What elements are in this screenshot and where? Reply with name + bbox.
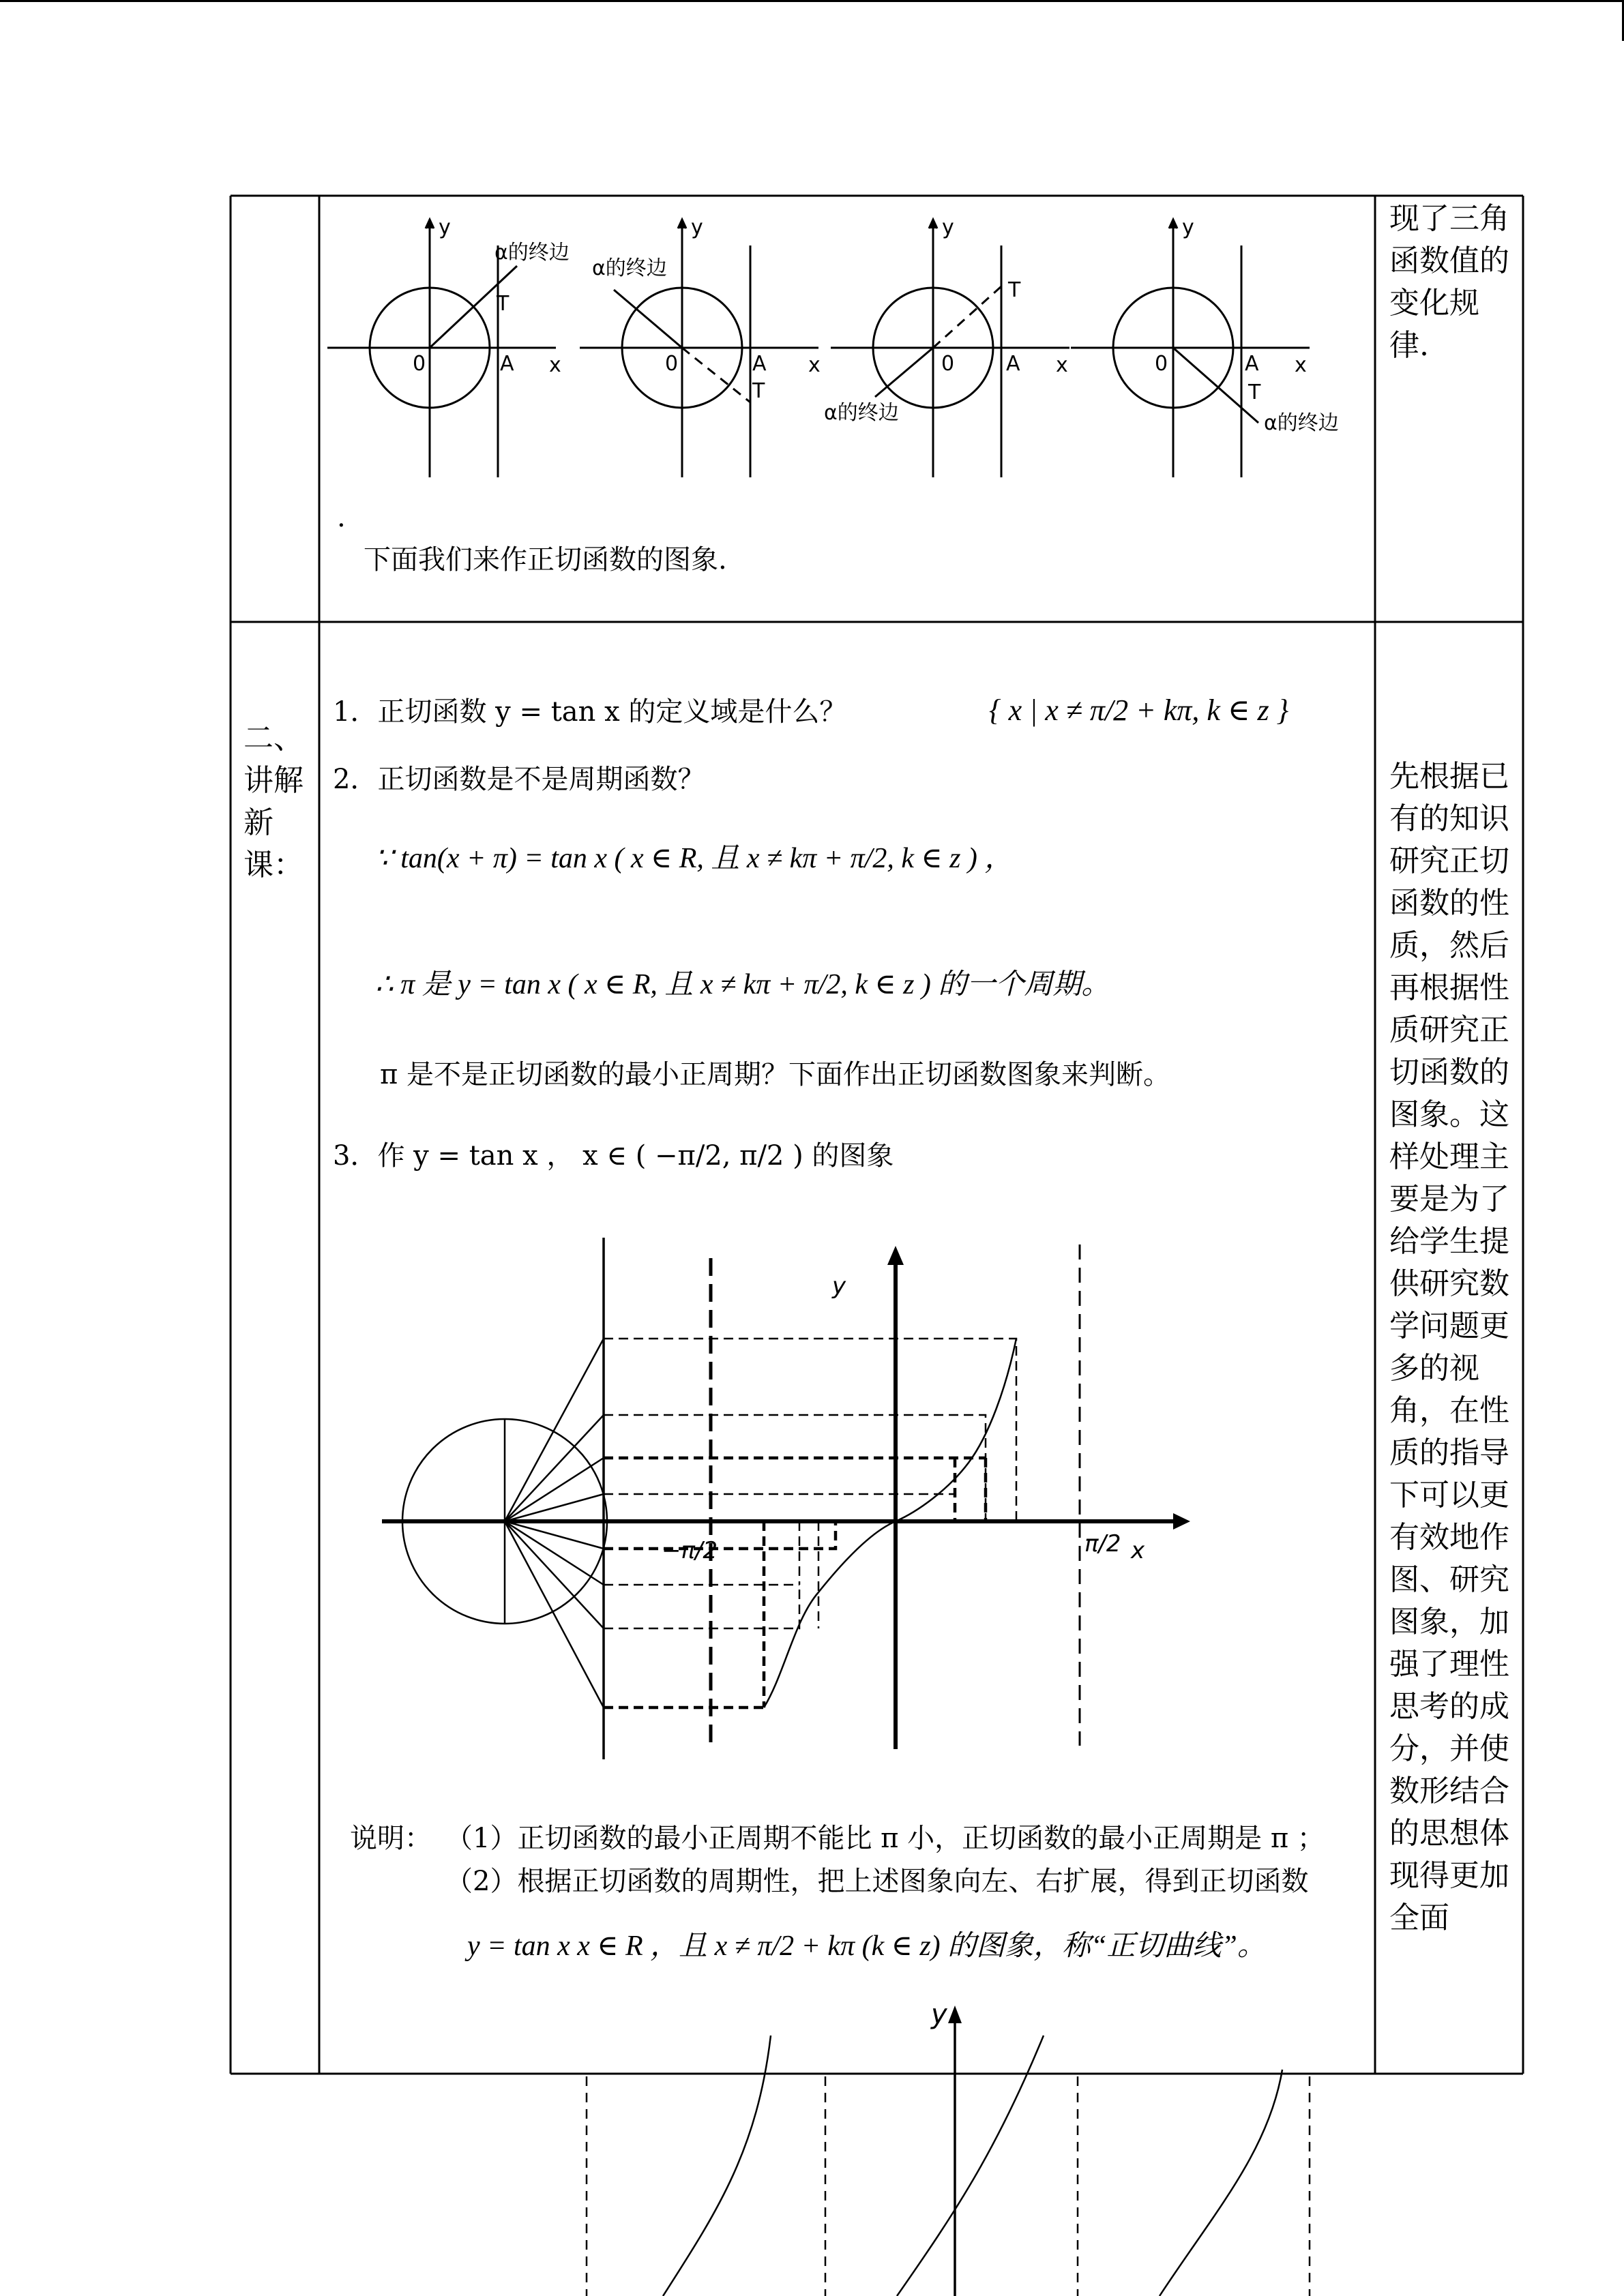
- d2-terminal-label: α的终边: [592, 256, 667, 280]
- tangent-curve-bottom-graph: [559, 1995, 1323, 2296]
- d2-y-label: y: [691, 215, 703, 239]
- d4-T-label: T: [1248, 381, 1261, 404]
- y-axis-arrow: [887, 1246, 904, 1265]
- unit-circle-diagrams: [327, 215, 1378, 481]
- neg-half-pi-label: −π/2: [662, 1537, 718, 1564]
- x-axis-arrow: [1173, 1513, 1190, 1530]
- d1-x-label: x: [549, 353, 561, 377]
- d2-x-label: x: [808, 353, 821, 377]
- d1-terminal-label: α的终边: [494, 241, 570, 265]
- d3-x-label: x: [1056, 353, 1068, 377]
- dot: .: [337, 502, 346, 533]
- explain-label: 说明：: [350, 1823, 432, 1854]
- graph-x-label: x: [1131, 1537, 1145, 1564]
- d4-y-label: y: [1182, 215, 1194, 239]
- section-label: 二、讲解新课：: [243, 721, 304, 882]
- d1-origin-label: 0: [413, 352, 426, 376]
- note-row2: 先根据已有的知识研究正切函数的性质，然后再根据性质研究正切函数的图象。这样处理主要是为了给学生提供研究数学问题更多的视角，在性质的指导下可以更有效地作图、研究图象，加强了理性思考的成分，并使数形结合的思想体现得更加全面: [1389, 759, 1509, 1935]
- bottom-y-label: y: [931, 1999, 947, 2030]
- d3-origin-label: 0: [941, 352, 955, 376]
- d2-T-label: T: [752, 379, 765, 403]
- d4-x-label: x: [1295, 353, 1307, 377]
- diagram-4: [1071, 220, 1310, 477]
- graph-y-label: y: [832, 1272, 846, 1300]
- because-statement: ∵ tan(x + π) = tan x ( x ∈ R, 且 x ≠ kπ + π/2, k ∈ z ) ，: [375, 843, 1014, 874]
- therefore-statement: ∴ π 是 y = tan x ( x ∈ R, 且 x ≠ kπ + π/2, k ∈ z ) 的一个周期。: [375, 969, 1110, 1000]
- d2-A-label: A: [752, 352, 767, 376]
- d4-terminal-label: α的终边: [1264, 411, 1339, 435]
- d3-y-label: y: [942, 215, 954, 239]
- d1-A-label: A: [500, 352, 514, 376]
- question-3: 3．作 y = tan x ， x ∈ ( −π/2, π/2 ) 的图象: [333, 1140, 894, 1172]
- half-pi-label: π/2: [1084, 1530, 1121, 1557]
- note-row1: 现了三角函数值的变化规律.: [1389, 201, 1509, 363]
- explanation-2: （2）根据正切函数的周期性，把上述图象向左、右扩展，得到正切函数: [445, 1866, 1309, 1897]
- intro-text: 下面我们来作正切函数的图象.: [364, 544, 727, 576]
- d3-A-label: A: [1006, 352, 1020, 376]
- tangent-construction-graph: [368, 1238, 1248, 1763]
- d1-y-label: y: [439, 215, 451, 239]
- question-2: 2．正切函数是不是周期函数？: [333, 764, 705, 795]
- d3-terminal-label: α的终边: [824, 401, 899, 425]
- d3-T-label: T: [1008, 278, 1021, 302]
- d1-T-label: T: [497, 292, 510, 316]
- domain-answer: { x | x ≠ π/2 + kπ, k ∈ z }: [989, 694, 1289, 727]
- min-period-question: π 是不是正切函数的最小正周期？下面作出正切函数图象来判断。: [380, 1059, 1171, 1090]
- d4-A-label: A: [1245, 352, 1259, 376]
- explanation-1: （1）正切函数的最小正周期不能比 π 小，正切函数的最小正周期是 π ；: [445, 1823, 1325, 1854]
- d4-origin-label: 0: [1155, 352, 1168, 376]
- diagram-3: [831, 220, 1069, 477]
- d2-origin-label: 0: [665, 352, 679, 376]
- question-1: 1．正切函数 y = tan x 的定义域是什么？: [333, 696, 847, 728]
- explanation-3: y = tan x x ∈ R ，且 x ≠ π/2 + kπ (k ∈ z) 的图象，称“正切曲线”。: [467, 1930, 1266, 1962]
